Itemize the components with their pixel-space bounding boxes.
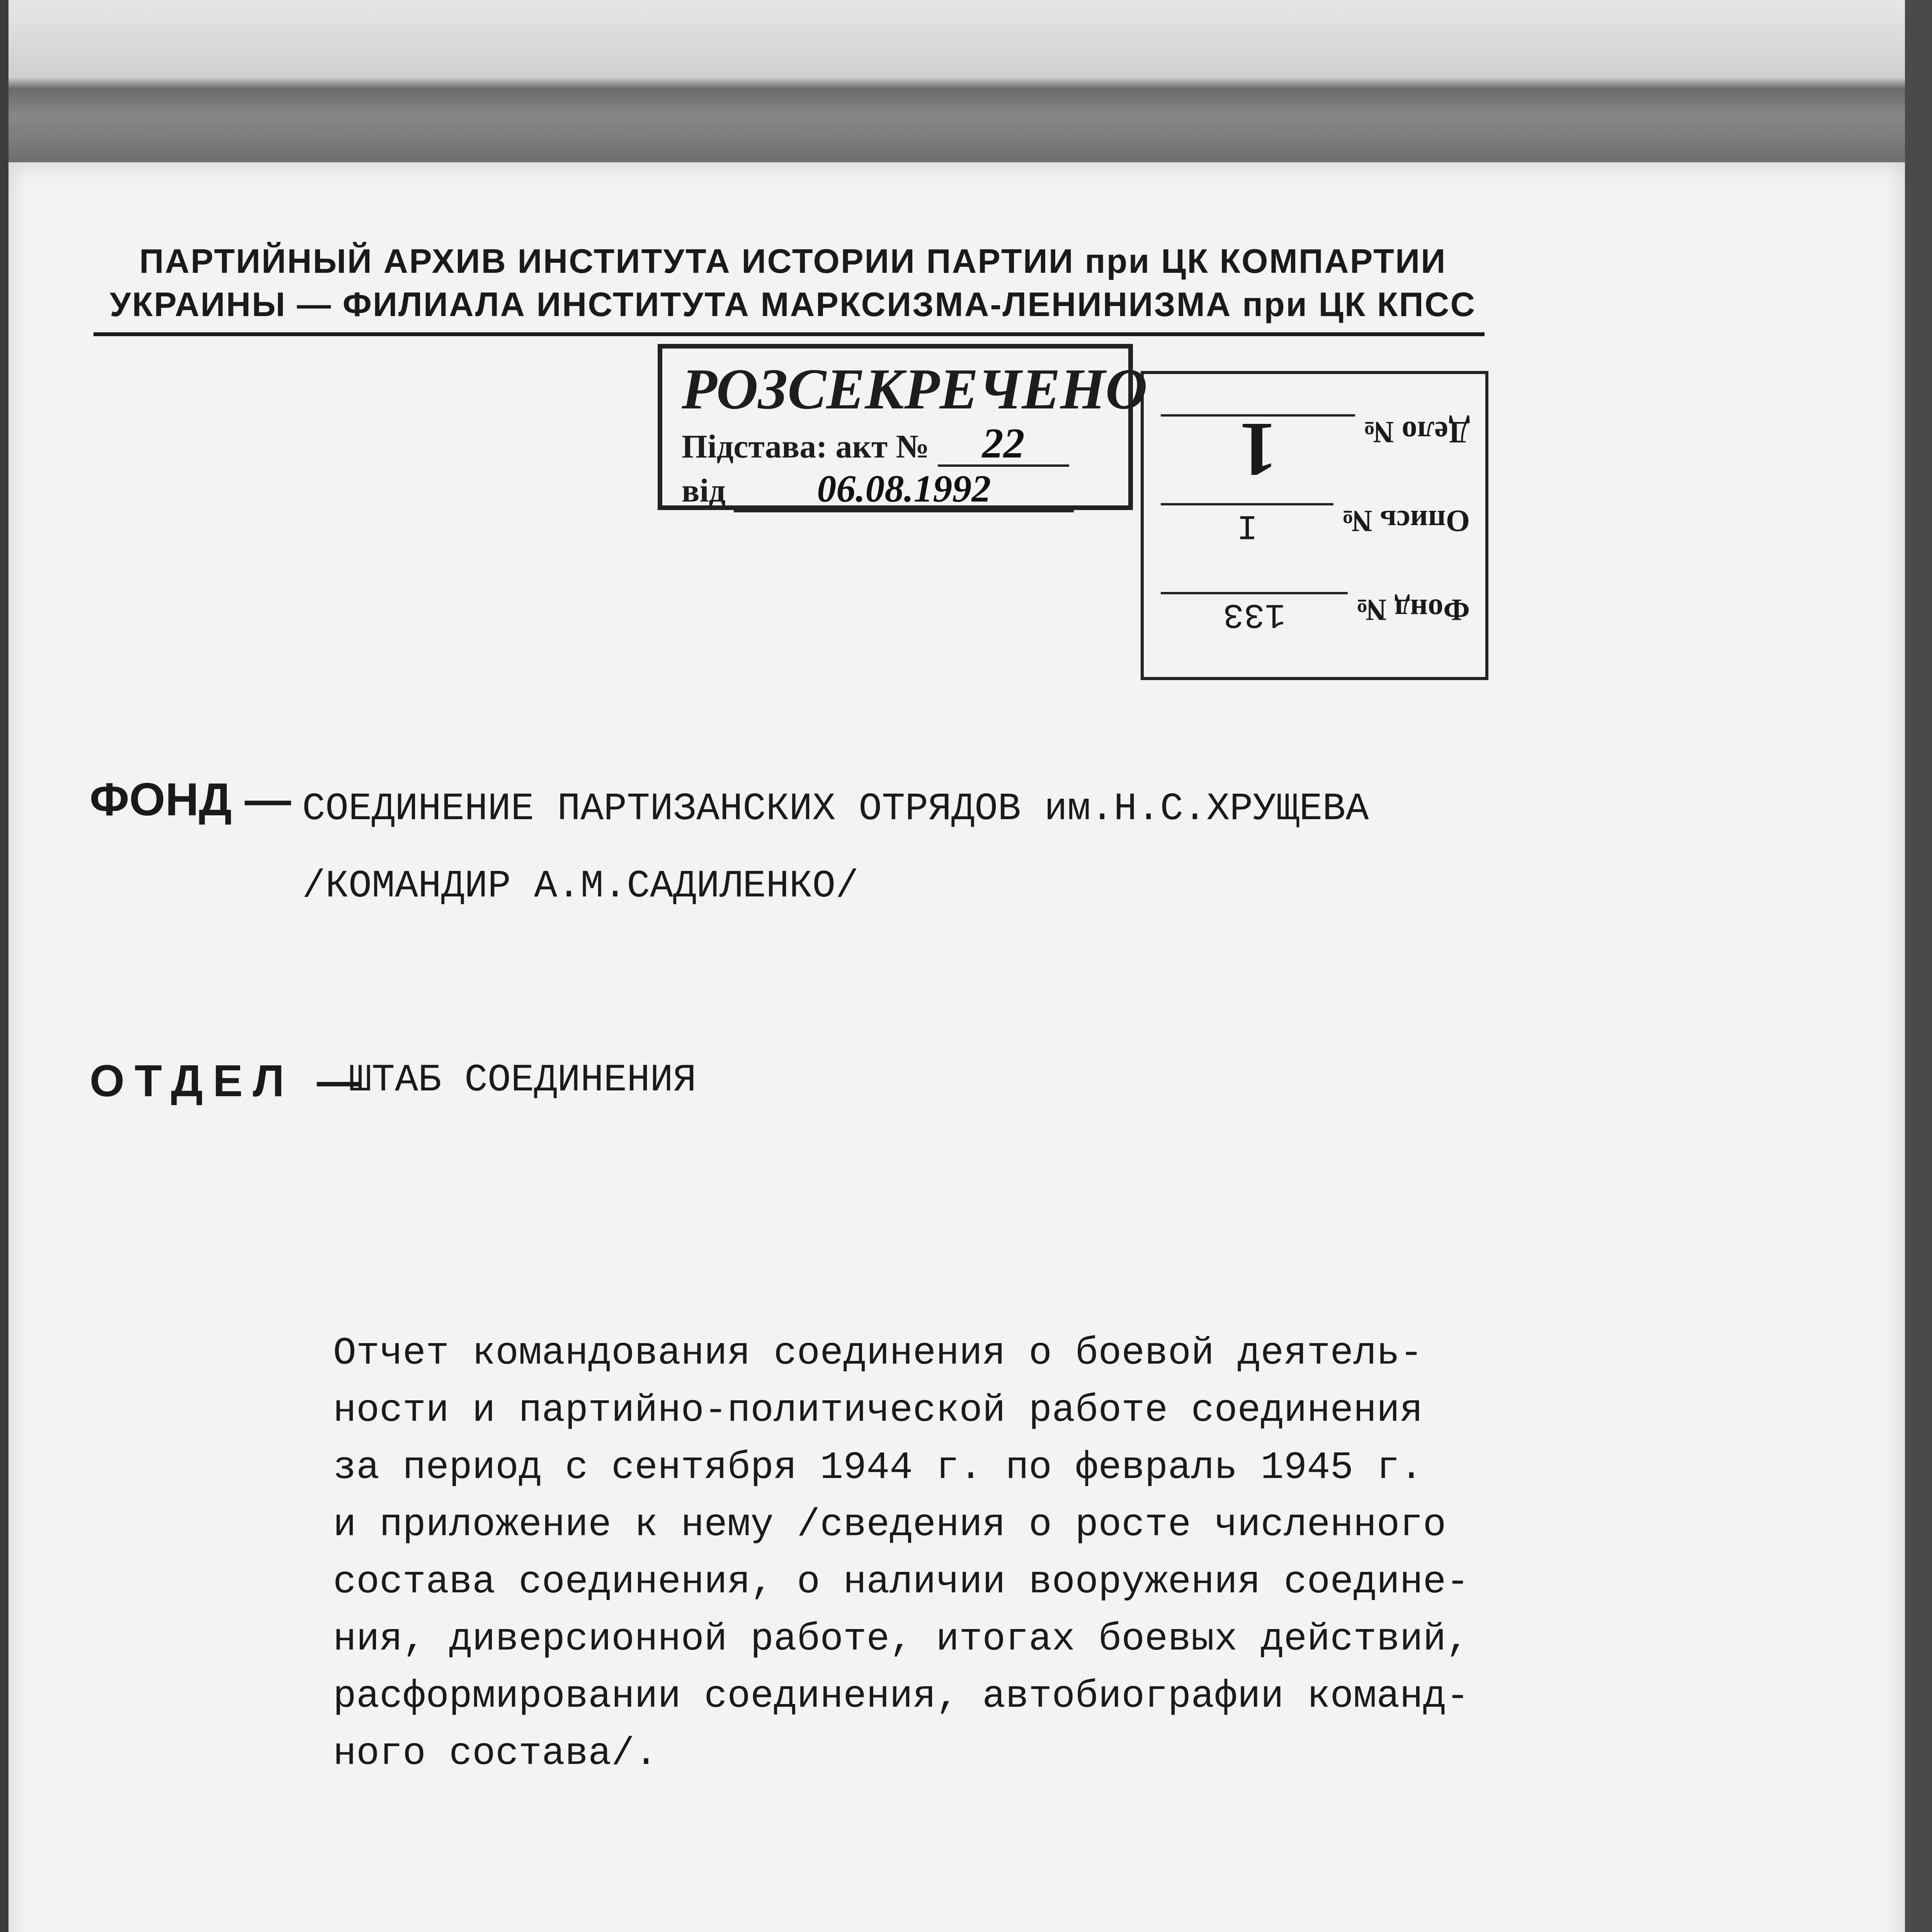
otdel-value: ШТАБ СОЕДИНЕНИЯ — [349, 1059, 697, 1102]
top-box-opis-value: I — [1161, 503, 1333, 545]
description-line: и приложение к нему /сведения о росте численного — [333, 1503, 1446, 1547]
top-box-delo-row — [1161, 407, 1470, 492]
otdel-label: ОТДЕЛ — — [90, 1056, 372, 1106]
stamp-title: РОЗСЕКРЕЧЕНО — [682, 357, 1148, 421]
description-line: за период с сентября 1944 г. по февраль 1945 г. — [333, 1446, 1423, 1490]
description-line: расформировании соединения, автобиографии команд- — [333, 1675, 1469, 1719]
description-line: ния, диверсионной работе, итогах боевых действий, — [333, 1618, 1469, 1662]
header-line-2: УКРАИНЫ — ФИЛИАЛА ИНСТИТУТА МАРКСИЗМА-ЛЕНИНИЗМА при ЦК КПСС — [109, 285, 1476, 323]
stamp-date-line — [682, 468, 1109, 512]
top-box-delo-label: Дело № — [1363, 415, 1470, 449]
top-box-fond-row — [1161, 592, 1470, 662]
header-line-1: ПАРТИЙНЫЙ АРХИВ ИНСТИТУТА ИСТОРИИ ПАРТИИ при ЦК КОМПАРТИИ — [139, 242, 1447, 280]
fond-line-2: /КОМАНДИР А.М.САДИЛЕНКО/ — [302, 865, 859, 908]
fond-label: ФОНД — — [90, 774, 291, 825]
description-line: Отчет командования соединения о боевой деятель- — [333, 1332, 1423, 1376]
description-paragraph — [333, 1325, 1492, 1783]
declassified-stamp — [658, 344, 1148, 510]
scan-left-edge — [0, 0, 9, 1932]
stamp-date-label: від — [682, 472, 726, 509]
fond-text — [302, 771, 1577, 925]
stamp-date: 06.08.1992 — [734, 468, 1074, 512]
stamp-basis-line — [682, 422, 1109, 468]
top-box-delo-value: 1 — [1161, 414, 1355, 482]
scan-top-edge — [0, 0, 1932, 162]
description-line: состава соединения, о наличии вооружения соедине- — [333, 1561, 1469, 1604]
stamp-act-number: 22 — [938, 422, 1069, 467]
archive-header — [97, 240, 1488, 326]
header-rule — [94, 332, 1485, 336]
description-line: ности и партийно-политической работе соединения — [333, 1389, 1423, 1433]
top-box-opis-label: Опись № — [1341, 504, 1470, 538]
stamp-basis-label: Підстава: акт № — [682, 428, 930, 465]
top-box-fond-value: 133 — [1161, 592, 1348, 634]
fond-line-1: СОЕДИНЕНИЕ ПАРТИЗАНСКИХ ОТРЯДОВ им.Н.С.ХРУЩЕВА — [302, 787, 1369, 831]
top-box-opis-row — [1161, 503, 1470, 573]
description-line: ного состава/. — [333, 1732, 658, 1776]
scan-right-edge — [1905, 0, 1932, 1932]
archive-box-top — [1141, 371, 1488, 680]
top-box-fond-label: Фонд № — [1355, 593, 1470, 627]
document-sheet — [9, 162, 1905, 1932]
